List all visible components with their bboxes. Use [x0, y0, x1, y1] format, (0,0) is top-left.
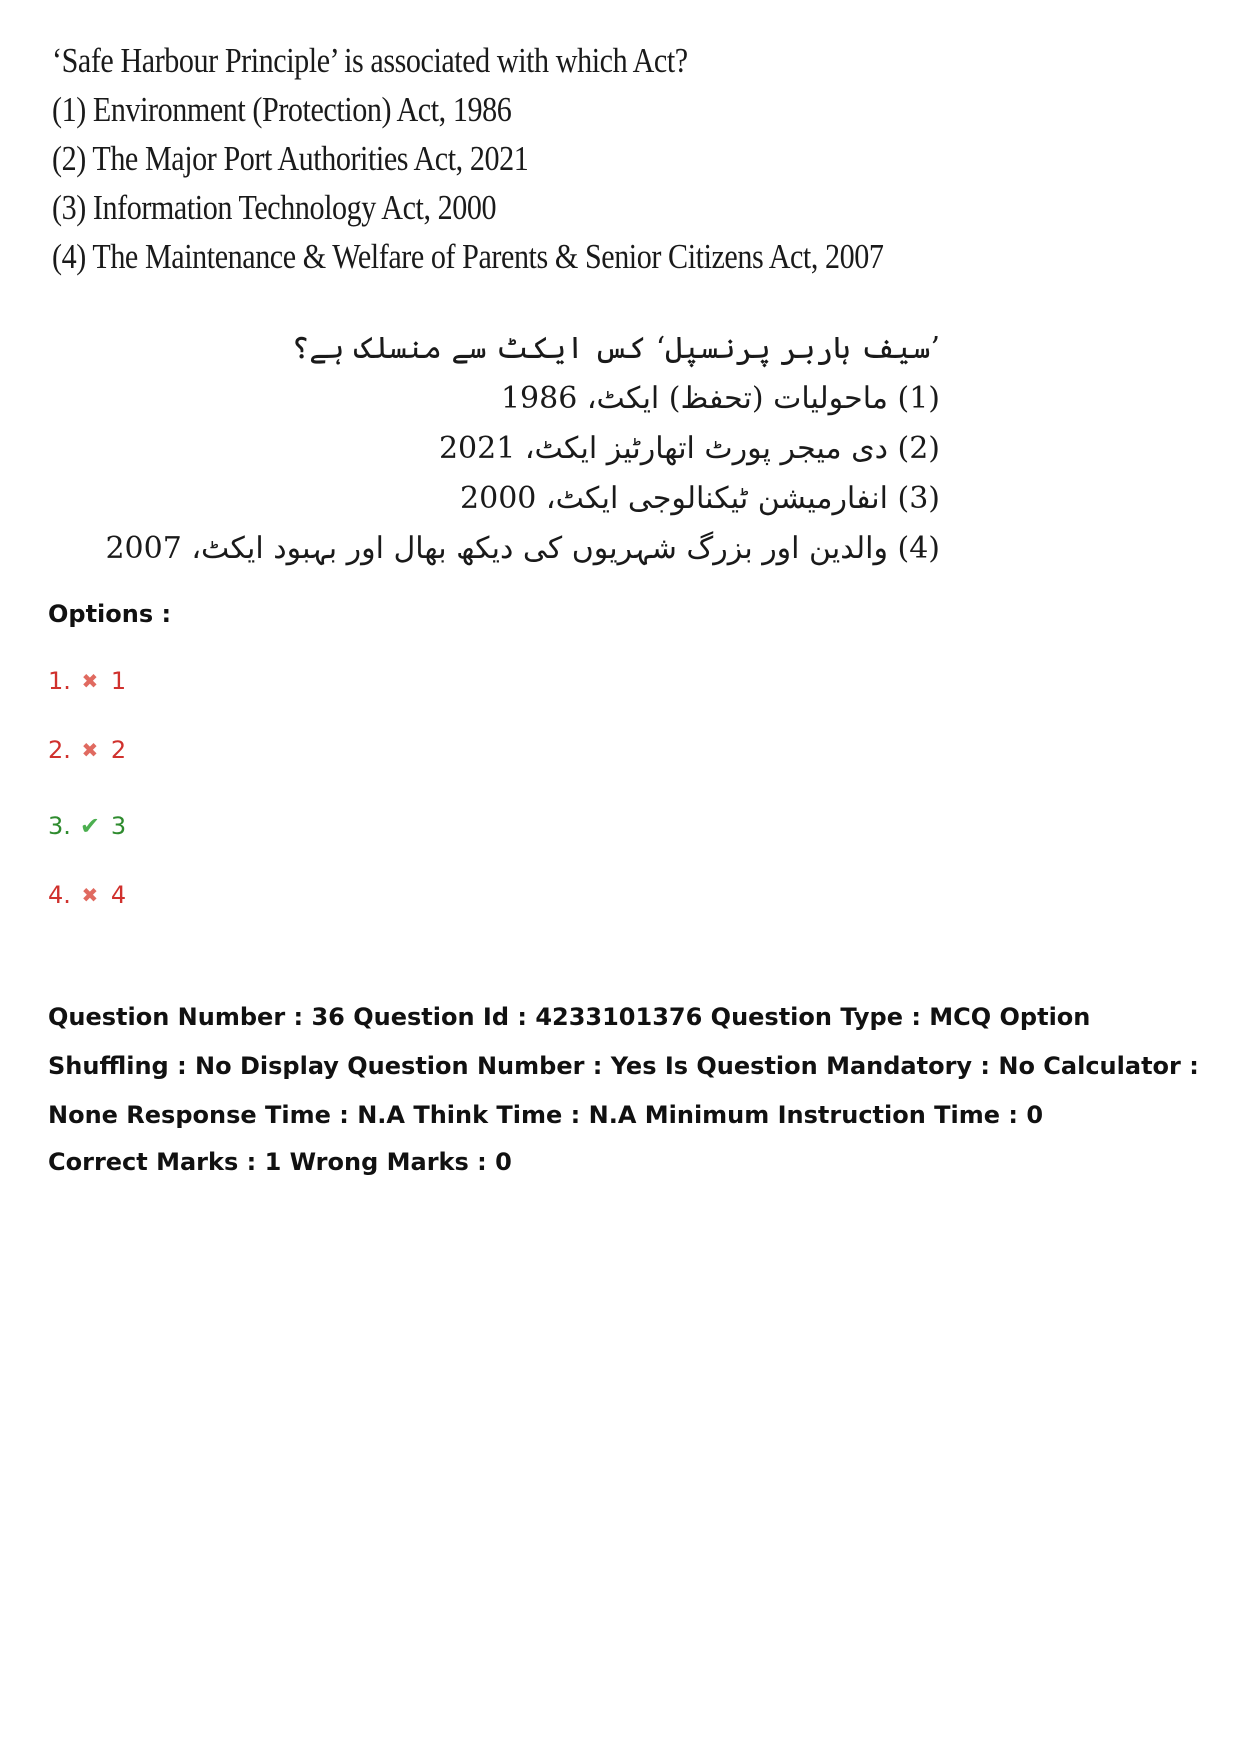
question-metadata: Question Number : 36 Question Id : 4233101376 Question Type : MCQ Option Shuffling : No Display Question Number : Yes Is Question Mandatory : No Calculator : None Response Time : N.A Think Time : N.A Minimum Instruction Time : 0: [48, 1003, 1199, 1129]
option-number: 1.: [48, 667, 71, 695]
option-number: 2.: [48, 736, 71, 764]
cross-icon: ✖: [81, 669, 99, 693]
question-urdu: [105, 324, 940, 574]
marks-info: Correct Marks : 1 Wrong Marks : 0: [48, 1148, 512, 1176]
option-value: 3: [110, 812, 127, 840]
question-stem-english: ‘Safe Harbour Principle’ is associated with which Act?: [52, 41, 688, 80]
choice-english-1: (1) Environment (Protection) Act, 1986: [52, 90, 512, 129]
option-number: 4.: [48, 881, 71, 909]
question-stem-urdu: ’سیف ہاربر پرنسپل‘ کس ایکٹ سے منسلک ہے؟: [291, 331, 940, 366]
cross-icon: ✖: [81, 738, 99, 762]
option-1: [48, 667, 126, 695]
option-value: 1: [110, 667, 127, 695]
question-english: [52, 36, 884, 281]
choice-english-3: (3) Information Technology Act, 2000: [52, 188, 497, 227]
options-heading: Options :: [48, 600, 172, 628]
option-number: 3.: [48, 812, 71, 840]
choice-urdu-2: (2) دی میجر پورٹ اتھارٹیز ایکٹ، 2021: [438, 431, 940, 466]
choice-urdu-4: (4) والدین اور بزرگ شہریوں کی دیکھ بھال اور بہبود ایکٹ، 2007: [105, 531, 940, 566]
check-icon: ✔: [79, 812, 100, 840]
option-value: 4: [110, 881, 127, 909]
choice-english-2: (2) The Major Port Authorities Act, 2021: [52, 139, 529, 178]
option-value: 2: [110, 736, 127, 764]
option-2: [48, 736, 126, 764]
cross-icon: ✖: [81, 883, 99, 907]
choice-urdu-1: (1) ماحولیات (تحفظ) ایکٹ، 1986: [500, 381, 940, 416]
choice-english-4: (4) The Maintenance & Welfare of Parents & Senior Citizens Act, 2007: [52, 237, 884, 276]
option-3: [48, 812, 126, 840]
question-image: [48, 36, 948, 576]
choice-urdu-3: (3) انفارمیشن ٹیکنالوجی ایکٹ، 2000: [460, 481, 940, 516]
option-4: [48, 881, 126, 909]
